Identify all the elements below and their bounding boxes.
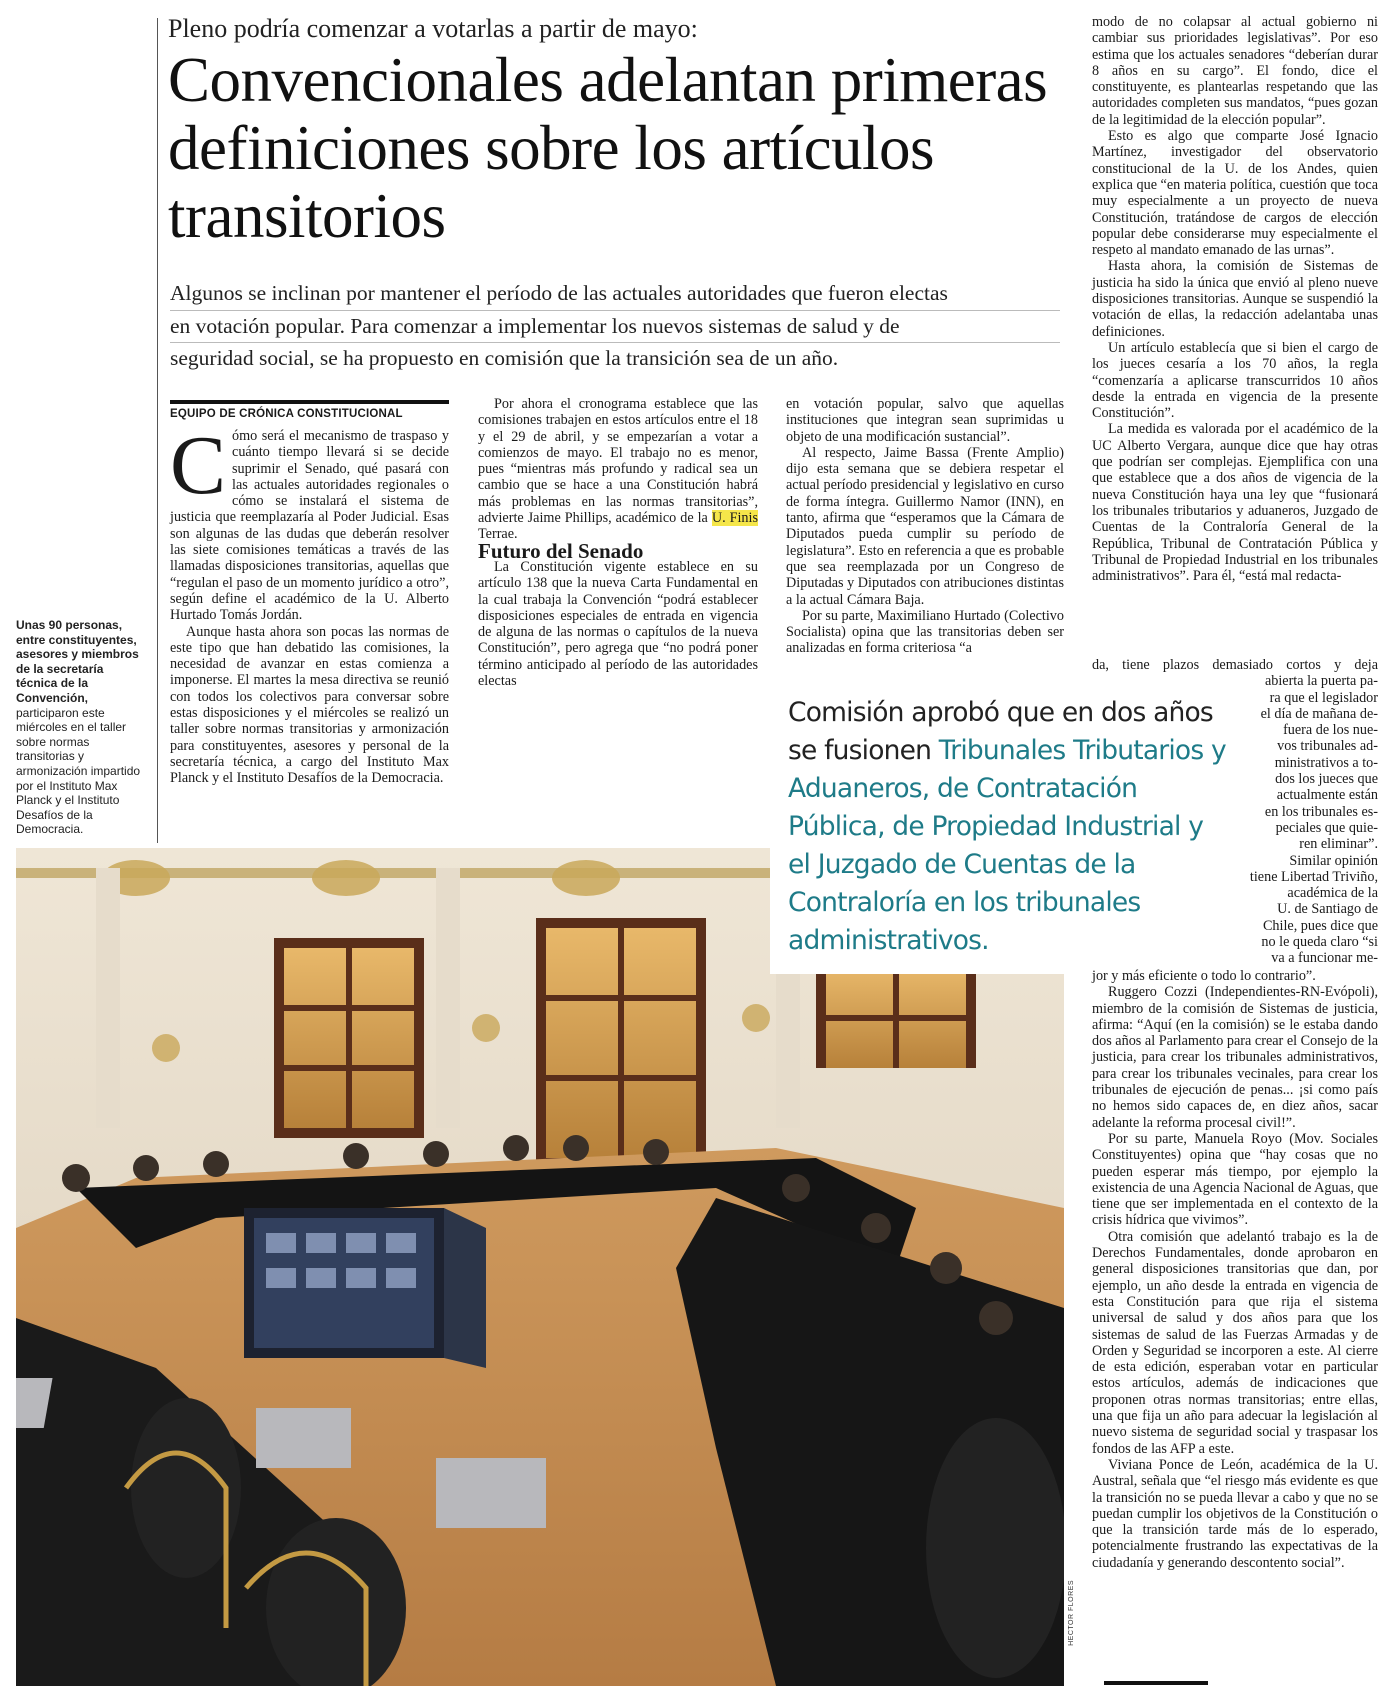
text-line: va a funcionar me- bbox=[1271, 950, 1378, 967]
text-line: tiene Libertad Triviño, bbox=[1249, 868, 1378, 885]
text-line: el día de mañana de- bbox=[1260, 705, 1378, 722]
end-rule bbox=[1104, 1681, 1208, 1685]
paragraph: Esto es algo que comparte José Ignacio Martínez, investigador del observatorio constitucional de la U. de los Andes, quien explica que “en materia política, cuestión que toca muy especialmente a un proyecto de nueva Constitución, tratándose de cargos de elección popular debe considerarse muy especialmente el respeto al mandato emanado de las urnas”. bbox=[1092, 128, 1378, 259]
paragraph bbox=[478, 396, 758, 543]
photo-credit: HECTOR FLORES bbox=[1068, 1580, 1075, 1646]
pullquote bbox=[788, 694, 1228, 960]
paragraph: en votación popular, salvo que aquellas instituciones que integran sean suprimidas u objeto de una modificación sustancial”. bbox=[786, 396, 1064, 445]
caption-text: participaron este miércoles en el taller sobre normas transitorias y armonización impartido por el Instituto Max Planck y el Instituto Desafíos de la Democracia. bbox=[16, 705, 141, 837]
text-line: vos tribunales ad- bbox=[1277, 738, 1378, 755]
pullquote-text: Comisión aprobó que en dos años se fusionen bbox=[788, 697, 1213, 766]
text-line: en los tribunales es- bbox=[1264, 803, 1378, 820]
text-line: no le queda claro “si bbox=[1261, 934, 1378, 951]
byline-rule bbox=[170, 400, 449, 404]
kicker: Pleno podría comenzar a votarlas a partir de mayo: bbox=[168, 14, 698, 43]
text-line: ra que el legislador bbox=[1269, 689, 1378, 706]
deck bbox=[170, 278, 1060, 375]
highlighted-text: U. Finis bbox=[711, 510, 758, 527]
deck-line: en votación popular. Para comenzar a implementar los nuevos sistemas de salud y de bbox=[170, 311, 1060, 344]
subhead: Futuro del Senado bbox=[478, 538, 644, 563]
text-line: dos los jueces que bbox=[1275, 771, 1378, 788]
column-divider bbox=[157, 18, 158, 843]
paragraph-text: Terrae. bbox=[478, 526, 518, 543]
deck-line: Algunos se inclinan por mantener el período de las actuales autoridades que fueron electas bbox=[170, 278, 1060, 311]
pullquote-accent: Tribunales Tributarios y Aduaneros, de Contratación Pública, de Propiedad Industrial y el Juzgado de Cuentas de la Contraloría en los tribunales administrativos. bbox=[788, 735, 1226, 956]
dropcap: C bbox=[170, 419, 227, 512]
paragraph: Aunque hasta ahora son pocas las normas de este tipo que han debatido las comisiones, la necesidad de avanzar en estas comienza a imponerse. El martes la mesa directiva se reunió con todos los colectivos para conversar sobre estas disposiciones y el miércoles se realizó un taller sobre normas transitorias y armonización para constituyentes, asesores y personal de la secretaría técnica, a cargo del Instituto Max Planck y el Instituto Desafíos de la Democracia. bbox=[170, 623, 449, 787]
paragraph-text: Por ahora el cronograma establece que las comisiones trabajen en estos artículos entre el 18 y el 29 de abril, y se empezarían a votar a comienzos de mayo. El trabajo no es menor, pues “mientras más profundo y radical sea un cambio que se hace a una Constitución habrá más problemas en las normas transitorias”, advierte Jaime Phillips, académico de la bbox=[478, 396, 758, 527]
body-column-4-bottom bbox=[1092, 968, 1378, 1571]
paragraph: Por su parte, Manuela Royo (Mov. Sociales Constituyentes) opina que “hay cosas que no pueden esperar más tiempo, por ejemplo la existencia de una Agencia Nacional de Aguas, que tiene que ser implementada en el contexto de la crisis hídrica que vivimos”. bbox=[1092, 1130, 1379, 1229]
body-column-4 bbox=[1092, 14, 1378, 584]
paragraph: Al respecto, Jaime Bassa (Frente Amplio) dijo esta semana que se debiera respetar el actual período presidencial y legislativo en curso de forma íntegra. Guillermo Namor (INN), en tanto, afirma que “esperamos que la Cámara de Diputados pueda cumplir su período de legislatura”. Esto en referencia a que es probable que sea reemplazada por un Congreso de Diputadas y Diputados con atribuciones distintas a la actual Cámara Baja. bbox=[786, 444, 1064, 608]
paragraph: Un artículo establecía que si bien el cargo de los jueces cesaría a los 70 años, la regla “comenzaría a aplicarse transcurridos 10 años desde la entrada en vigencia de la presente Constitución”. bbox=[1092, 339, 1378, 422]
deck-line: seguridad social, se ha propuesto en comisión que la transición sea de un año. bbox=[170, 346, 839, 370]
text-line: U. de Santiago de bbox=[1277, 901, 1378, 918]
text-line: actualmente están bbox=[1276, 787, 1378, 804]
paragraph: ómo será el mecanismo de traspaso y cuánto tiempo llevará si se decide suprimir el Senado, qué pasará con las actuales autoridades regionales o cómo se instalará el sistema de justicia que reemplazaría al Poder Judicial. Esas son algunas de las dudas que deberán resolver las siete comisiones temáticas a través de las llamadas disposiciones transitorias, aquellas que “regulan el paso de un momento jurídico a otro”, según define el académico de la U. Alberto Hurtado Tomás Jordán. bbox=[170, 428, 449, 624]
paragraph: Por su parte, Maximiliano Hurtado (Colectivo Socialista) opina que las transitorias deben ser analizadas en forma criteriosa “a bbox=[786, 607, 1064, 657]
text-line: da, tiene plazos demasiado cortos y deja bbox=[1092, 657, 1378, 673]
text-line: ren eliminar”. bbox=[1299, 836, 1378, 853]
body-column-1 bbox=[170, 419, 449, 787]
caption-lead: Unas 90 personas, entre constituyentes, asesores y miembros de la secretaría técnica de la Convención, bbox=[16, 618, 139, 705]
paragraph: Hasta ahora, la comisión de Sistemas de justicia ha sido la única que envió al pleno nueve disposiciones transitorias. Aunque se suspendió la votación de ellas, la redacción adelantaba unas definiciones. bbox=[1092, 258, 1378, 340]
paragraph: La medida es valorada por el académico de la UC Alberto Vergara, aunque dice que hay otras que podrían ser complejas. Ejemplifica con una que establece que a dos años de vigencia de la nueva Constitución haya una ley que “fusionará los tribunales tributarios y aduaneros, Juzgado de Cuentas de la Contraloría General de la República, Tribunal de Contratación Pública y Tribunal de Propiedad Industrial en los tribunales administrativos”. Para él, “está mal redacta- bbox=[1092, 421, 1378, 585]
byline: EQUIPO DE CRÓNICA CONSTITUCIONAL bbox=[170, 408, 403, 420]
paragraph: Otra comisión que adelantó trabajo es la de Derechos Fundamentales, donde aprobaron en general disposiciones transitorias que dan, por ejemplo, un año desde la entrada en vigencia de esta Constitución para que rija el sistema universal de salud y dos años para que los sistemas de salud de las Fuerzas Armadas y de Orden y Seguridad se incorporen a este. Al cierre de esta edición, esperaban votar en particular estos artículos, además de indicaciones que proponen otras normas transitorias; entre ellas, una que fija un año para adecuar la legislación al nuevo sistema de seguridad social y traspasar los fondos de las AFP a este. bbox=[1092, 1228, 1378, 1457]
text-line: Chile, pues dice que bbox=[1262, 917, 1378, 934]
text-line: Similar opinión bbox=[1289, 852, 1378, 869]
text-line: abierta la puerta pa- bbox=[1264, 673, 1378, 690]
paragraph: Viviana Ponce de León, académica de la U. Austral, señala que “el riesgo más evidente es que la transición no se pueda llevar a cabo y que no se puedan cumplir los objetivos de la Constitución o que la transición tarde más de lo esperado, potencialmente frustrando las expectativas de la ciudadanía y generando descontento social”. bbox=[1092, 1456, 1378, 1571]
body-column-3 bbox=[786, 396, 1064, 657]
paragraph: modo de no colapsar al actual gobierno ni cambiar sus prioridades legislativas”. Por eso estima que los actuales senadores “deberían durar 8 años en su cargo”. El fondo, dice el constituyente, es plantearlas respetando que las autoridades completen sus mandatos, “pues gozan de la legitimidad de la elección popular”. bbox=[1092, 14, 1378, 128]
paragraph: Ruggero Cozzi (Independientes-RN-Evópoli), miembro de la comisión de Sistemas de justicia, afirma: “Aquí (en la comisión) se le estaba dando dos años al Parlamento para crear el Consejo de la justicia, para crear los tribunales administrativos, para crear los tribunales vecinales, para crear los tribunales de ejecución de penas... ¡si como país no hemos sido capaces de, en diez años, sacar adelante la reforma procesal civil!”. bbox=[1092, 984, 1378, 1131]
text-line: fuera de los nue- bbox=[1283, 722, 1378, 739]
body-column-2 bbox=[478, 396, 758, 689]
text-line: académica de la bbox=[1287, 885, 1378, 902]
photo-caption bbox=[16, 618, 144, 837]
headline: Convencionales adelantan primeras definiciones sobre los artículos transitorios bbox=[168, 45, 1048, 251]
paragraph: La Constitución vigente establece en su artículo 138 que la nueva Carta Fundamental en la cual trabaja la Convención “podrá establecer disposiciones especiales de entrada en vigencia de alguna de las normas o capítulos de la nueva Constitución”, pero agrega que “no podrá poner término anticipado al período de las autoridades electas bbox=[478, 558, 758, 690]
text-line: peciales que quie- bbox=[1275, 819, 1378, 836]
paragraph: jor y más eficiente o todo lo contrario”. bbox=[1092, 968, 1316, 984]
text-line: ministrativos a to- bbox=[1274, 754, 1378, 771]
